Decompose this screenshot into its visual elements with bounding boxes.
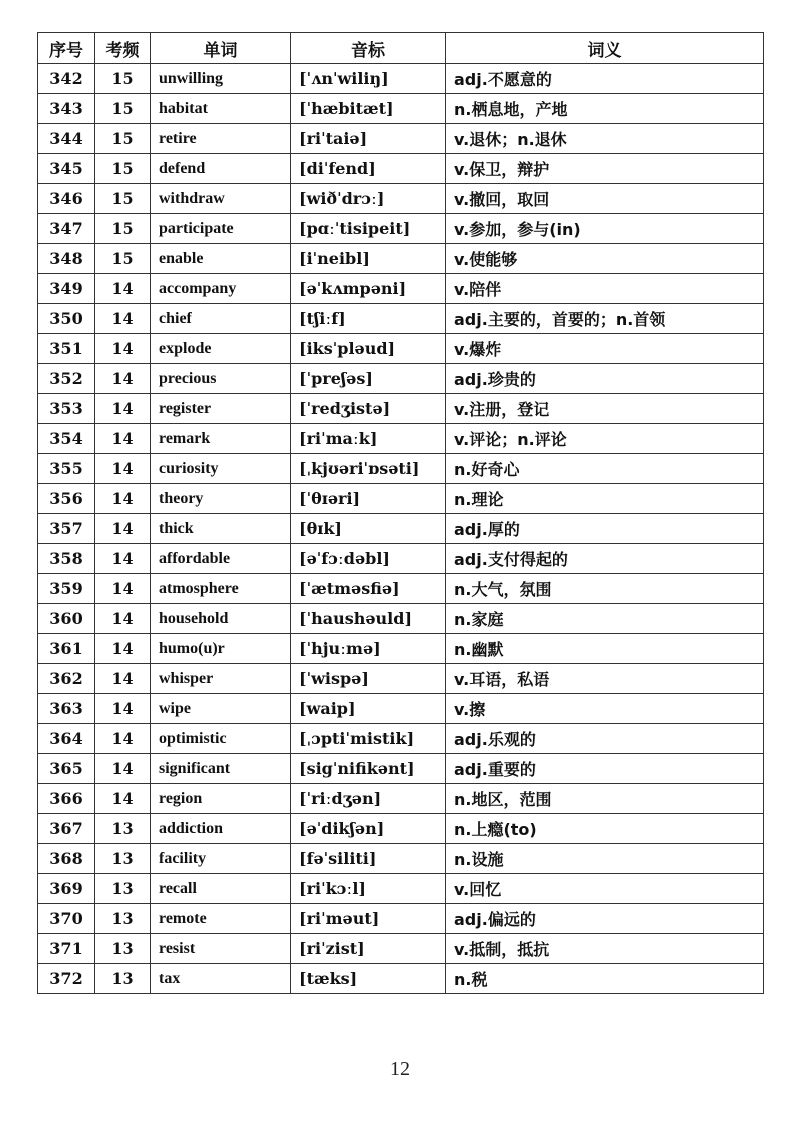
cell-exam-frequency: 14 [95,544,151,574]
table-row [38,544,764,574]
cell-word: facility [151,844,291,874]
table-row [38,64,764,94]
cell-definition: v.爆炸 [446,334,764,364]
cell-phonetic: [pɑːˈtisipeit] [291,214,446,244]
cell-phonetic: [riˈməut] [291,904,446,934]
cell-word: recall [151,874,291,904]
cell-serial-number: 355 [38,454,95,484]
cell-exam-frequency: 14 [95,274,151,304]
cell-word: whisper [151,664,291,694]
cell-serial-number: 353 [38,394,95,424]
header-phonetic: 音标 [291,33,446,64]
cell-serial-number: 369 [38,874,95,904]
cell-word: remote [151,904,291,934]
cell-phonetic: [ˌkjʊəriˈɒsəti] [291,454,446,484]
cell-phonetic: [tæks] [291,964,446,994]
cell-serial-number: 344 [38,124,95,154]
cell-word: region [151,784,291,814]
cell-phonetic: [əˈfɔːdəbl] [291,544,446,574]
cell-serial-number: 342 [38,64,95,94]
cell-definition: v.擦 [446,694,764,724]
cell-exam-frequency: 14 [95,754,151,784]
cell-word: chief [151,304,291,334]
cell-phonetic: [iksˈpləud] [291,334,446,364]
cell-phonetic: [riˈmaːk] [291,424,446,454]
cell-phonetic: [ˈpreʃəs] [291,364,446,394]
cell-exam-frequency: 13 [95,934,151,964]
cell-word: precious [151,364,291,394]
table-row [38,184,764,214]
cell-definition: v.保卫，辩护 [446,154,764,184]
cell-phonetic: [iˈneibl] [291,244,446,274]
table-body [38,64,764,994]
table-row [38,514,764,544]
cell-serial-number: 368 [38,844,95,874]
cell-definition: v.撤回，取回 [446,184,764,214]
cell-word: addiction [151,814,291,844]
cell-word: defend [151,154,291,184]
cell-exam-frequency: 15 [95,244,151,274]
cell-phonetic: [ˈθɪəri] [291,484,446,514]
cell-definition: adj.支付得起的 [446,544,764,574]
cell-definition: adj.主要的，首要的；n.首领 [446,304,764,334]
cell-word: optimistic [151,724,291,754]
cell-phonetic: [riˈkɔːl] [291,874,446,904]
table-row [38,664,764,694]
table-row [38,724,764,754]
cell-word: significant [151,754,291,784]
table-row [38,124,764,154]
table-row [38,844,764,874]
cell-serial-number: 354 [38,424,95,454]
cell-phonetic: [ˈhaushəuld] [291,604,446,634]
cell-serial-number: 349 [38,274,95,304]
cell-phonetic: [əˈkʌmpəni] [291,274,446,304]
cell-word: accompany [151,274,291,304]
cell-word: remark [151,424,291,454]
cell-serial-number: 359 [38,574,95,604]
cell-serial-number: 357 [38,514,95,544]
cell-phonetic: [ˌɔptiˈmistik] [291,724,446,754]
cell-phonetic: [ˈhæbitæt] [291,94,446,124]
table-row [38,574,764,604]
table-row [38,214,764,244]
cell-serial-number: 365 [38,754,95,784]
cell-phonetic: [ˈwispə] [291,664,446,694]
cell-word: theory [151,484,291,514]
cell-definition: v.耳语，私语 [446,664,764,694]
cell-exam-frequency: 15 [95,154,151,184]
cell-exam-frequency: 14 [95,304,151,334]
cell-word: register [151,394,291,424]
cell-word: curiosity [151,454,291,484]
cell-serial-number: 371 [38,934,95,964]
table-row [38,244,764,274]
table-row [38,604,764,634]
table-row [38,904,764,934]
cell-definition: adj.乐观的 [446,724,764,754]
cell-serial-number: 348 [38,244,95,274]
cell-word: tax [151,964,291,994]
cell-exam-frequency: 13 [95,844,151,874]
cell-serial-number: 343 [38,94,95,124]
cell-exam-frequency: 14 [95,394,151,424]
cell-definition: adj.偏远的 [446,904,764,934]
table-row [38,814,764,844]
cell-definition: n.上瘾(to) [446,814,764,844]
cell-exam-frequency: 14 [95,664,151,694]
cell-exam-frequency: 15 [95,94,151,124]
cell-definition: v.回忆 [446,874,764,904]
cell-phonetic: [əˈdikʃən] [291,814,446,844]
cell-word: unwilling [151,64,291,94]
cell-word: participate [151,214,291,244]
cell-word: thick [151,514,291,544]
cell-definition: v.注册，登记 [446,394,764,424]
cell-exam-frequency: 14 [95,454,151,484]
cell-phonetic: [ˈredʒistə] [291,394,446,424]
cell-exam-frequency: 14 [95,574,151,604]
cell-exam-frequency: 13 [95,964,151,994]
cell-phonetic: [diˈfend] [291,154,446,184]
cell-word: retire [151,124,291,154]
table-row [38,394,764,424]
table-row [38,304,764,334]
cell-serial-number: 346 [38,184,95,214]
cell-word: enable [151,244,291,274]
cell-definition: v.使能够 [446,244,764,274]
cell-phonetic: [ˈhjuːmə] [291,634,446,664]
cell-word: humo(u)r [151,634,291,664]
cell-phonetic: [ˈʌnˈwiliŋ] [291,64,446,94]
table-row [38,334,764,364]
cell-phonetic: [θɪk] [291,514,446,544]
table-row [38,934,764,964]
cell-serial-number: 351 [38,334,95,364]
cell-definition: v.参加，参与(in) [446,214,764,244]
cell-phonetic: [wiðˈdrɔː] [291,184,446,214]
cell-exam-frequency: 14 [95,514,151,544]
table-header-row [38,33,764,64]
cell-serial-number: 350 [38,304,95,334]
cell-exam-frequency: 14 [95,784,151,814]
cell-serial-number: 370 [38,904,95,934]
cell-definition: n.地区，范围 [446,784,764,814]
cell-definition: v.抵制，抵抗 [446,934,764,964]
cell-definition: v.评论；n.评论 [446,424,764,454]
table-row [38,154,764,184]
cell-definition: n.栖息地，产地 [446,94,764,124]
cell-serial-number: 358 [38,544,95,574]
cell-definition: adj.重要的 [446,754,764,784]
cell-serial-number: 366 [38,784,95,814]
header-word: 单词 [151,33,291,64]
cell-exam-frequency: 14 [95,694,151,724]
cell-exam-frequency: 14 [95,334,151,364]
table-row [38,874,764,904]
table-row [38,964,764,994]
cell-phonetic: [riˈtaiə] [291,124,446,154]
table-row [38,424,764,454]
cell-exam-frequency: 14 [95,364,151,394]
header-exam-frequency: 考频 [95,33,151,64]
cell-serial-number: 352 [38,364,95,394]
table-row [38,274,764,304]
table-row [38,484,764,514]
cell-word: atmosphere [151,574,291,604]
cell-definition: n.大气，氛围 [446,574,764,604]
cell-exam-frequency: 15 [95,214,151,244]
cell-word: withdraw [151,184,291,214]
table-row [38,364,764,394]
cell-phonetic: [ˈætməsfiə] [291,574,446,604]
cell-serial-number: 367 [38,814,95,844]
cell-word: resist [151,934,291,964]
cell-definition: adj.厚的 [446,514,764,544]
cell-exam-frequency: 15 [95,184,151,214]
cell-word: household [151,604,291,634]
header-serial-number: 序号 [38,33,95,64]
cell-serial-number: 372 [38,964,95,994]
cell-exam-frequency: 13 [95,904,151,934]
cell-serial-number: 360 [38,604,95,634]
cell-definition: adj.不愿意的 [446,64,764,94]
cell-exam-frequency: 14 [95,484,151,514]
cell-definition: adj.珍贵的 [446,364,764,394]
cell-exam-frequency: 13 [95,814,151,844]
cell-phonetic: [tʃiːf] [291,304,446,334]
cell-exam-frequency: 14 [95,424,151,454]
cell-phonetic: [sigˈnifikənt] [291,754,446,784]
cell-definition: n.幽默 [446,634,764,664]
cell-definition: v.退休；n.退休 [446,124,764,154]
cell-serial-number: 363 [38,694,95,724]
cell-definition: n.税 [446,964,764,994]
cell-serial-number: 347 [38,214,95,244]
cell-exam-frequency: 15 [95,124,151,154]
cell-phonetic: [fəˈsiliti] [291,844,446,874]
cell-exam-frequency: 13 [95,874,151,904]
cell-serial-number: 362 [38,664,95,694]
cell-serial-number: 361 [38,634,95,664]
cell-phonetic: [waip] [291,694,446,724]
cell-word: wipe [151,694,291,724]
header-definition: 词义 [446,33,764,64]
cell-definition: n.理论 [446,484,764,514]
cell-definition: n.好奇心 [446,454,764,484]
table-row [38,634,764,664]
cell-word: habitat [151,94,291,124]
cell-phonetic: [riˈzist] [291,934,446,964]
cell-serial-number: 356 [38,484,95,514]
cell-phonetic: [ˈriːdʒən] [291,784,446,814]
cell-word: affordable [151,544,291,574]
cell-definition: n.设施 [446,844,764,874]
cell-definition: n.家庭 [446,604,764,634]
cell-serial-number: 364 [38,724,95,754]
cell-exam-frequency: 14 [95,634,151,664]
cell-word: explode [151,334,291,364]
page-number: 12 [390,1058,410,1080]
table-row [38,94,764,124]
cell-exam-frequency: 14 [95,724,151,754]
table-row [38,754,764,784]
table-row [38,784,764,814]
table-row [38,454,764,484]
table-row [38,694,764,724]
vocabulary-table [37,32,764,994]
cell-serial-number: 345 [38,154,95,184]
cell-exam-frequency: 14 [95,604,151,634]
cell-definition: v.陪伴 [446,274,764,304]
cell-exam-frequency: 15 [95,64,151,94]
